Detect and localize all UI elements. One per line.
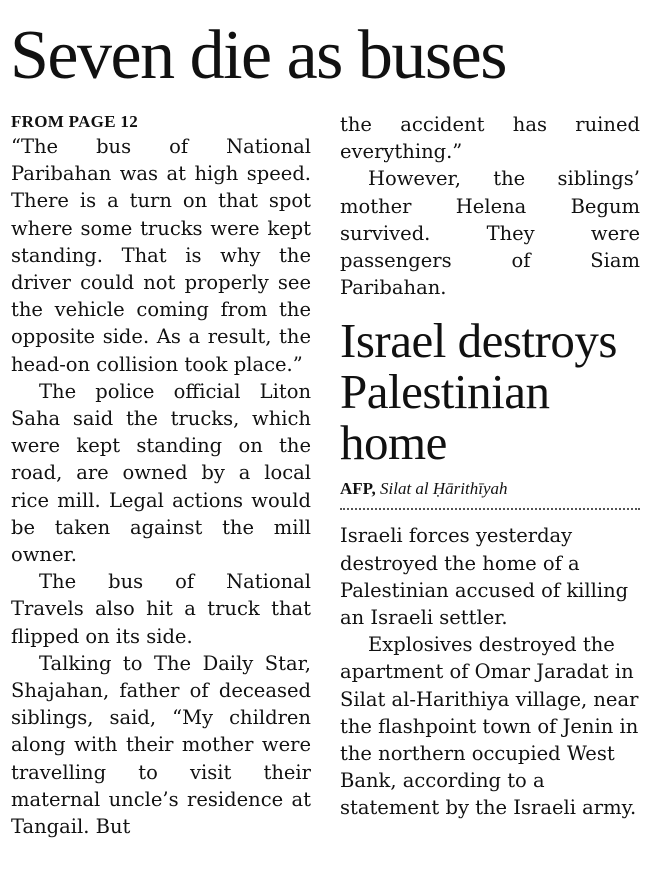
byline-agency: AFP,: [340, 479, 376, 499]
right-column: [340, 111, 640, 822]
article-headline: Israel destroys Palestinian home: [340, 313, 617, 471]
paragraph: the accident has ruined everything.”: [340, 113, 640, 164]
headline: Seven die as buses: [10, 17, 506, 94]
continuation-label: FROM PAGE 12: [11, 112, 138, 131]
paragraph: However, the siblings’ mother Helena Begum survived. They were passengers of Siam Paribahan.: [340, 167, 640, 300]
left-column: [11, 112, 311, 840]
paragraph: Explosives destroyed the apartment of Omar Jaradat in Silat al-Harithiya village, near the flashpoint town of Jenin in the northern occupied West Bank, according to a statement by the Israeli army.: [340, 633, 639, 820]
byline-place: Silat al Ḥārithīyah: [380, 479, 508, 499]
paragraph: The police official Liton Saha said the trucks, which were kept standing on the road, are owned by a local rice mill. Legal actions would be taken against the mill owner.: [11, 379, 311, 567]
paragraph: “The bus of National Paribahan was at high speed. There is a turn on that spot where some trucks were kept standing. That is why the driver could not properly see the vehicle coming from the opposite side. As a result, the head-on collision took place.”: [11, 135, 311, 376]
byline: [340, 478, 640, 510]
paragraph: Israeli forces yesterday destroyed the home of a Palestinian accused of killing an Israeli settler.: [340, 524, 629, 630]
paragraph: Talking to The Daily Star, Shajahan, father of deceased siblings, said, “My children along with their mother were travelling to visit their maternal uncle’s residence at Tangail. But: [11, 651, 311, 839]
paragraph: The bus of National Travels also hit a truck that flipped on its side.: [11, 570, 311, 648]
